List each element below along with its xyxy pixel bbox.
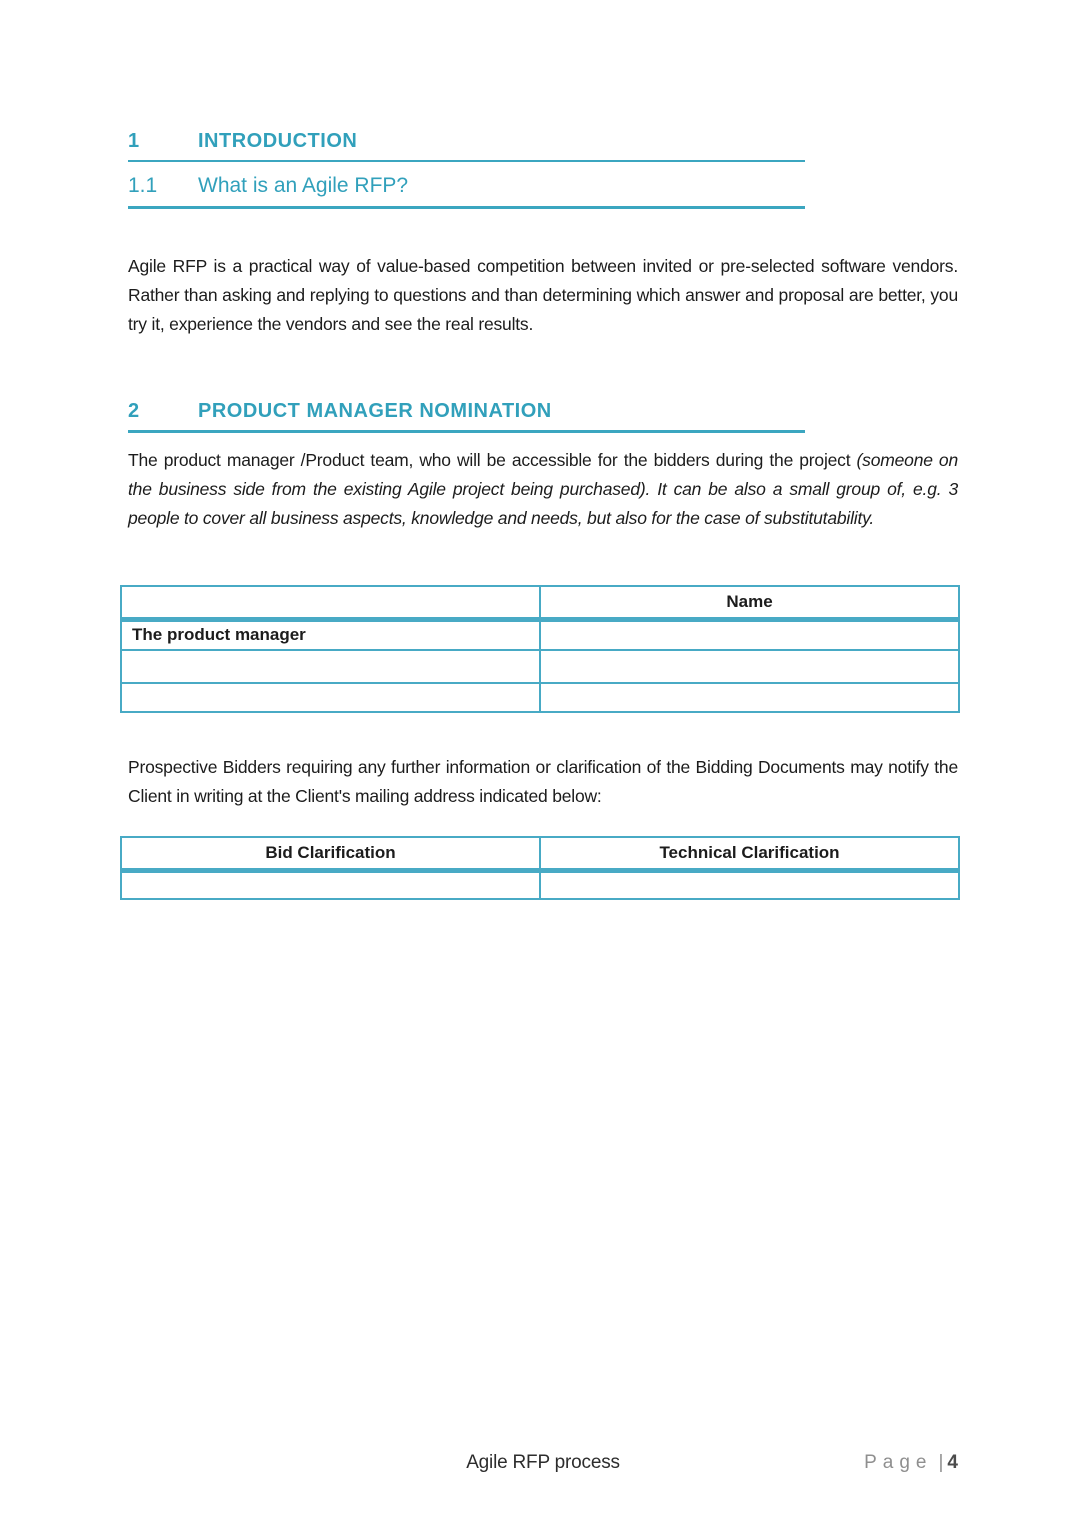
section-1-heading xyxy=(128,130,805,162)
product-manager-paragraph xyxy=(128,446,958,533)
bid-clarification-header-cell: Bid Clarification xyxy=(121,837,540,870)
page-footer xyxy=(128,1452,958,1482)
product-manager-text-italic: (someone on the business side from the existing Agile project being purchased). It can be also a small group of, e.g. 3 people to cover all business aspects, knowledge and needs, but also for the case of substitutability. xyxy=(128,450,958,528)
clarification-table-header-row xyxy=(121,837,959,870)
section-1-1-heading xyxy=(128,174,805,209)
footer-page-number: 4 xyxy=(947,1452,958,1473)
nomination-header-empty-cell xyxy=(121,586,540,619)
nomination-empty-cell[interactable] xyxy=(540,650,959,683)
table-row xyxy=(121,870,959,899)
nomination-empty-cell[interactable] xyxy=(121,650,540,683)
section-2-heading xyxy=(128,400,805,433)
bidders-paragraph: Prospective Bidders requiring any further information or clarification of the Bidding Documents may notify the Client in writing at the Client's mailing address indicated below: xyxy=(128,757,958,806)
technical-clarification-value-cell[interactable] xyxy=(540,870,959,899)
table-row xyxy=(121,619,959,650)
product-manager-text-regular: The product manager /Product team, who will be accessible for the bidders during the project xyxy=(128,450,857,470)
footer-separator: | xyxy=(938,1452,944,1473)
section-1-title: INTRODUCTION xyxy=(198,130,358,152)
nomination-table xyxy=(120,585,960,713)
bid-clarification-value-cell[interactable] xyxy=(121,870,540,899)
section-1-1-title: What is an Agile RFP? xyxy=(198,174,409,197)
product-manager-label-cell: The product manager xyxy=(121,619,540,650)
clarification-table xyxy=(120,836,960,900)
footer-document-title: Agile RFP process xyxy=(466,1452,620,1473)
nomination-empty-cell[interactable] xyxy=(540,683,959,712)
nomination-empty-cell[interactable] xyxy=(121,683,540,712)
table-row xyxy=(121,650,959,683)
section-2-number: 2 xyxy=(128,400,140,422)
footer-page-word: Page xyxy=(864,1452,933,1473)
nomination-table-header-row xyxy=(121,586,959,619)
section-1-number: 1 xyxy=(128,130,140,152)
technical-clarification-header-cell: Technical Clarification xyxy=(540,837,959,870)
footer-page-indicator xyxy=(864,1452,958,1474)
section-1-1-number: 1.1 xyxy=(128,174,158,197)
section-2-title: PRODUCT MANAGER NOMINATION xyxy=(198,400,552,422)
nomination-header-name-cell: Name xyxy=(540,586,959,619)
product-manager-value-cell[interactable] xyxy=(540,619,959,650)
intro-paragraph: Agile RFP is a practical way of value-based competition between invited or pre-selected software vendors. Rather than asking and replying to questions and than determining which answer and proposal are better, you try it, experience the vendors and see the real results. xyxy=(128,256,958,334)
table-row xyxy=(121,683,959,712)
